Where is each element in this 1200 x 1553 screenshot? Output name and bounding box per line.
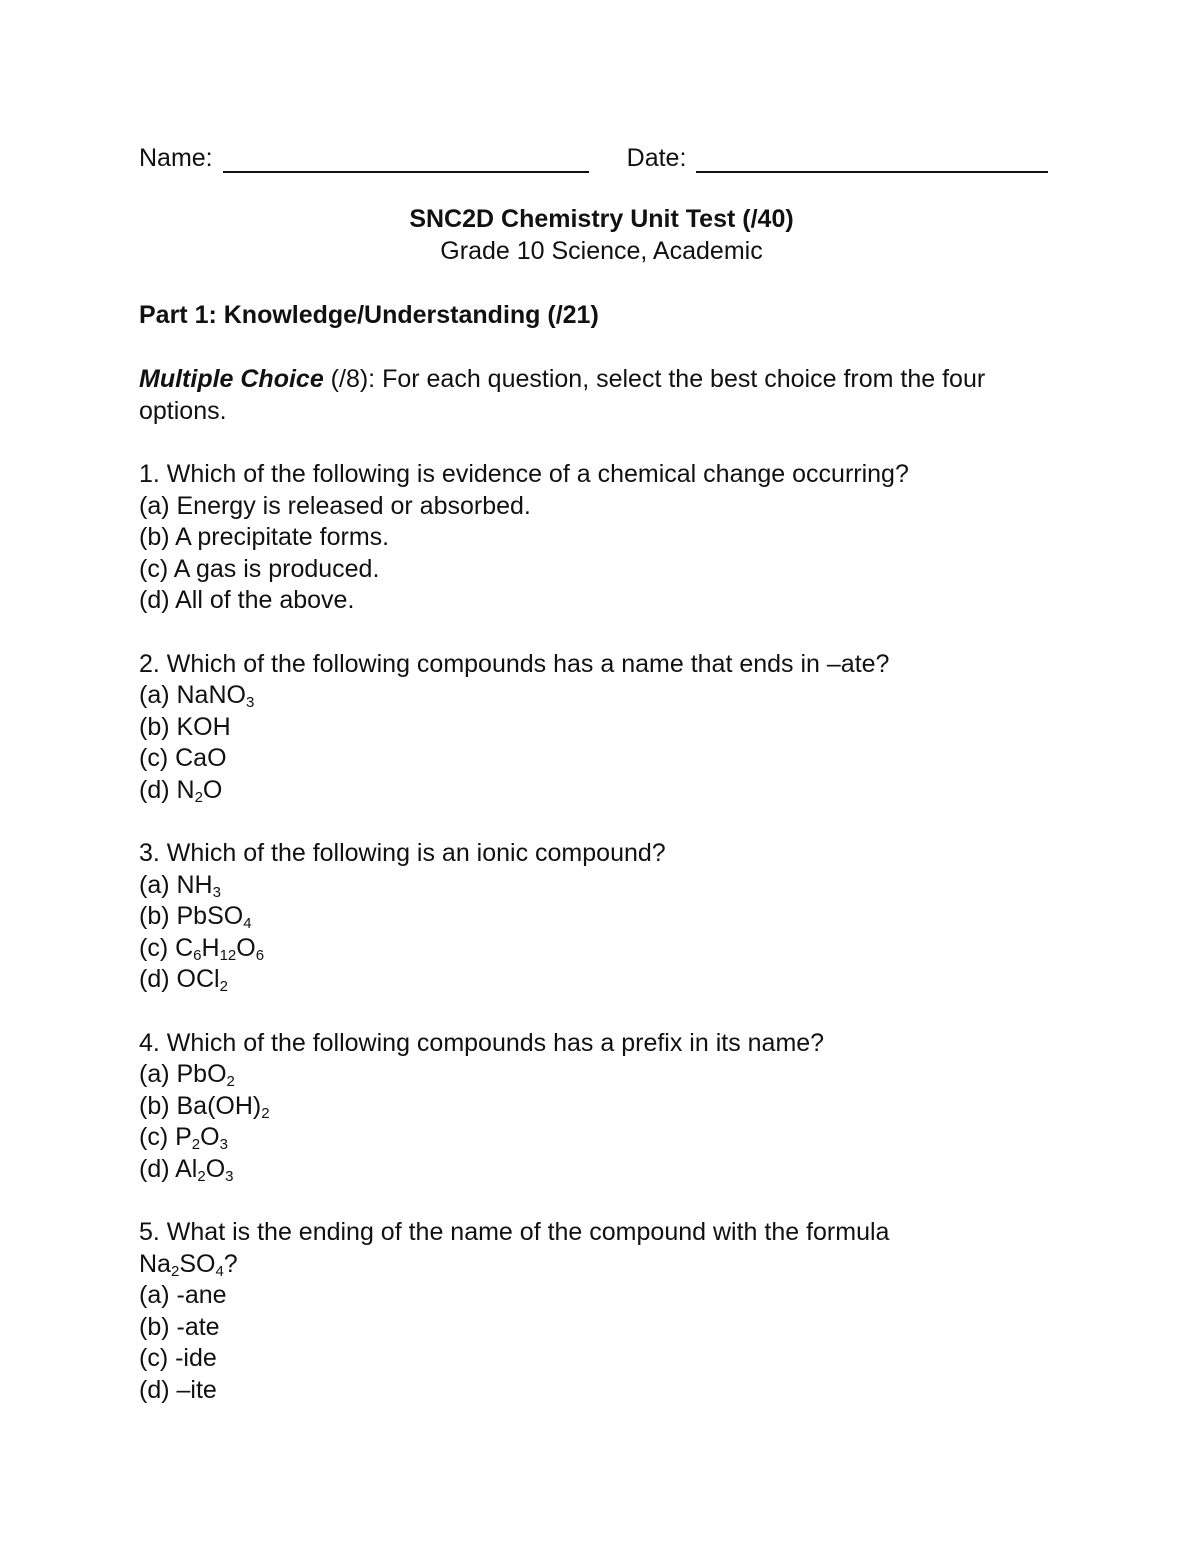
question-stem: 3. Which of the following is an ionic compound? bbox=[139, 839, 666, 867]
formula-subscript: 2 bbox=[170, 1262, 180, 1280]
name-blank-line[interactable] bbox=[223, 145, 589, 173]
option-letter: (c) bbox=[139, 744, 176, 772]
formula-text: PbSO bbox=[176, 902, 244, 930]
formula-text: N bbox=[176, 775, 195, 804]
formula-text: O bbox=[205, 1154, 226, 1183]
answer-option-d[interactable] bbox=[139, 964, 1064, 996]
option-letter: (b) bbox=[139, 712, 177, 741]
option-letter: (d) bbox=[139, 1154, 176, 1183]
answer-option-a[interactable] bbox=[139, 870, 1064, 902]
formula-subscript: 2 bbox=[197, 1167, 206, 1185]
formula-subscript: 4 bbox=[215, 1262, 224, 1280]
answer-option-d[interactable] bbox=[139, 775, 1064, 807]
answer-option-b[interactable] bbox=[139, 1091, 1064, 1123]
test-title: SNC2D Chemistry Unit Test (/40) bbox=[409, 205, 794, 233]
question-4 bbox=[139, 1028, 1064, 1186]
course-subtitle: Grade 10 Science, Academic bbox=[440, 237, 763, 265]
answer-option-d[interactable] bbox=[139, 1154, 1064, 1186]
answer-option-c[interactable] bbox=[139, 933, 1064, 965]
option-letter: (c) bbox=[139, 933, 176, 962]
formula-text: Ba(OH) bbox=[176, 1091, 262, 1120]
formula-text: C bbox=[175, 933, 194, 962]
answer-option-a[interactable] bbox=[139, 680, 1064, 712]
question-stem: 5. What is the ending of the name of the compound with the formula bbox=[139, 1218, 890, 1246]
date-label: Date: bbox=[626, 144, 687, 172]
formula-subscript: 3 bbox=[225, 1167, 234, 1185]
formula-text: ? bbox=[223, 1249, 238, 1278]
formula-subscript: 4 bbox=[243, 915, 252, 932]
question-stem: 2. Which of the following compounds has a name that ends in –ate? bbox=[139, 649, 890, 678]
answer-option-c[interactable] bbox=[139, 743, 1064, 775]
question-stem-formula bbox=[139, 1249, 1064, 1281]
formula-subscript: 2 bbox=[226, 1073, 235, 1090]
formula-text: NH bbox=[176, 870, 213, 899]
formula-text: O bbox=[202, 775, 223, 804]
formula-text: Al bbox=[175, 1154, 198, 1183]
name-date-row bbox=[139, 139, 1064, 173]
option-letter: (a) bbox=[139, 870, 177, 899]
multiple-choice-label: Multiple Choice bbox=[139, 365, 324, 393]
formula-subscript: 2 bbox=[261, 1104, 270, 1122]
multiple-choice-instructions bbox=[139, 363, 1064, 427]
date-blank-line[interactable] bbox=[696, 145, 1048, 173]
formula-subscript: 3 bbox=[245, 694, 255, 711]
question-2 bbox=[139, 649, 1064, 807]
option-letter: (d) bbox=[139, 775, 177, 804]
title-block bbox=[139, 203, 1064, 267]
answer-option-d[interactable]: (d) –ite bbox=[139, 1375, 217, 1404]
question-stem: 1. Which of the following is evidence of a chemical change occurring? bbox=[139, 460, 909, 488]
question-stem: 4. Which of the following compounds has a prefix in its name? bbox=[139, 1028, 825, 1057]
multiple-choice-marks: (/8): bbox=[323, 365, 383, 393]
name-label: Name: bbox=[139, 144, 213, 172]
formula-text: O bbox=[200, 1123, 220, 1151]
question-1 bbox=[139, 459, 1064, 617]
answer-option-a[interactable] bbox=[139, 1059, 1064, 1091]
formula-text: Na bbox=[139, 1249, 171, 1278]
multiple-choice-instruction-text: For each question, select the best choice from the four options. bbox=[139, 365, 986, 425]
answer-option-c[interactable] bbox=[139, 1122, 1064, 1154]
formula-text: PbO bbox=[176, 1060, 227, 1088]
formula-text: OCl bbox=[176, 965, 220, 993]
formula-subscript: 3 bbox=[212, 883, 221, 901]
test-page bbox=[139, 139, 1064, 1406]
answer-option-b[interactable]: (b) A precipitate forms. bbox=[139, 523, 390, 551]
formula-subscript: 2 bbox=[194, 788, 203, 806]
answer-option-a[interactable]: (a) -ane bbox=[139, 1281, 227, 1309]
formula-text: SO bbox=[179, 1249, 216, 1278]
option-letter: (d) bbox=[139, 965, 177, 993]
answer-option-c[interactable]: (c) A gas is produced. bbox=[139, 554, 380, 583]
formula-subscript: 2 bbox=[219, 978, 228, 995]
formula-subscript: 2 bbox=[191, 1136, 201, 1153]
question-3 bbox=[139, 838, 1064, 996]
formula-subscript: 6 bbox=[193, 946, 202, 964]
formula-text: P bbox=[175, 1123, 192, 1151]
answer-option-b[interactable] bbox=[139, 901, 1064, 933]
formula-text: O bbox=[236, 933, 256, 962]
formula-text: H bbox=[201, 933, 220, 962]
option-letter: (c) bbox=[139, 1123, 176, 1151]
answer-option-b[interactable] bbox=[139, 712, 1064, 744]
formula-subscript: 12 bbox=[219, 946, 237, 964]
answer-option-a[interactable]: (a) Energy is released or absorbed. bbox=[139, 491, 531, 520]
option-letter: (a) bbox=[139, 681, 177, 709]
formula-text: NaNO bbox=[176, 681, 246, 709]
answer-option-c[interactable]: (c) -ide bbox=[139, 1344, 217, 1372]
answer-option-b[interactable]: (b) -ate bbox=[139, 1312, 220, 1341]
option-letter: (b) bbox=[139, 1091, 177, 1120]
formula-text: KOH bbox=[176, 712, 231, 741]
answer-option-d[interactable]: (d) All of the above. bbox=[139, 586, 355, 614]
question-5 bbox=[139, 1217, 1064, 1406]
formula-subscript: 6 bbox=[255, 946, 265, 964]
formula-subscript: 3 bbox=[219, 1136, 228, 1153]
part-1-heading: Part 1: Knowledge/Understanding (/21) bbox=[139, 301, 599, 329]
formula-text: CaO bbox=[175, 744, 227, 772]
option-letter: (b) bbox=[139, 902, 177, 930]
option-letter: (a) bbox=[139, 1060, 177, 1088]
